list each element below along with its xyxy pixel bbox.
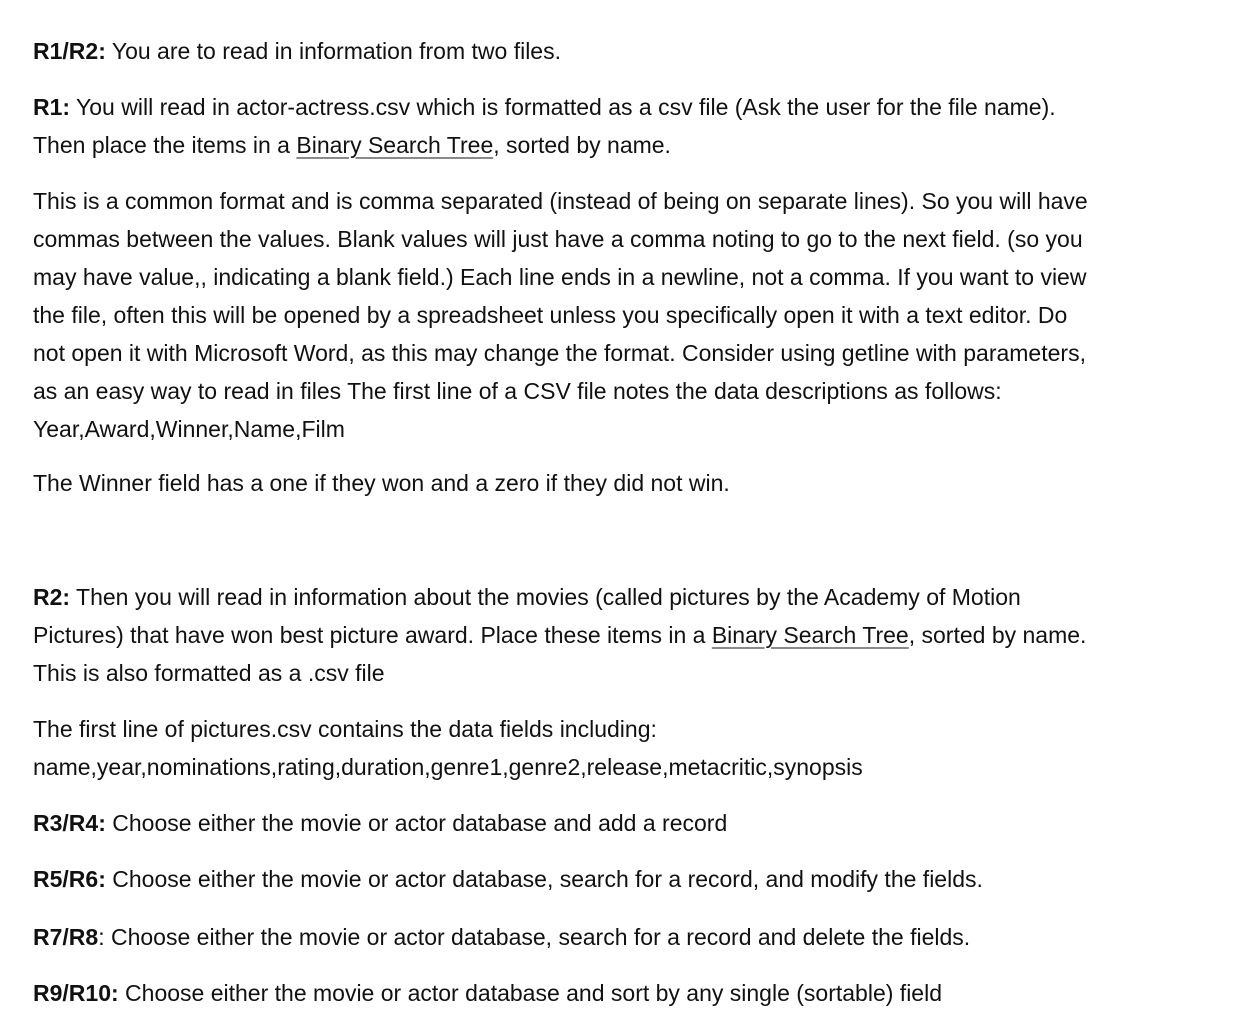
requirement-r5-r6 (33, 860, 983, 898)
paragraph-line: This is a common format and is comma separated (instead of being on separate lines). So you will have (33, 188, 1088, 214)
requirement-text: Choose either the movie or actor database and add a record (105, 810, 728, 836)
requirement-r7-r8 (33, 918, 970, 956)
requirement-label: R9/R10: (33, 980, 119, 1006)
requirement-label: R7/R8 (33, 924, 99, 950)
binary-search-tree-term: Binary Search Tree (711, 622, 909, 648)
paragraph-line: The first line of pictures.csv contains the data fields including: (33, 716, 657, 742)
requirement-r1-line-2 (33, 126, 1056, 164)
requirement-r2-line-3: This is also formatted as a .csv file (33, 660, 385, 686)
requirement-text: You are to read in information from two files. (105, 38, 561, 64)
requirement-text: : Choose either the movie or actor database, search for a record and delete the fields. (98, 924, 971, 950)
requirement-text: Then you will read in information about the movies (called pictures by the Academy of Motion (70, 584, 1021, 610)
binary-search-tree-term: Binary Search Tree (296, 132, 494, 158)
requirement-r1 (33, 88, 1056, 164)
requirement-label: R5/R6: (33, 866, 106, 892)
requirement-text: , sorted by name. (908, 622, 1087, 648)
paragraph-line: the file, often this will be opened by a spreadsheet unless you specifically open it with a text editor. Do (33, 302, 1068, 328)
requirement-r9-r10 (33, 974, 942, 1012)
csv-format-paragraph (33, 182, 1088, 448)
winner-field-note: The Winner field has a one if they won and a zero if they did not win. (33, 470, 730, 496)
requirement-r1-line-1 (33, 88, 1056, 126)
requirement-label: R1/R2: (33, 38, 106, 64)
paragraph-line: not open it with Microsoft Word, as this may change the format. Consider using getline with parameters, (33, 340, 1086, 366)
csv-header-fields: Year,Award,Winner,Name,Film (33, 416, 345, 442)
requirement-r1-r2-intro (33, 32, 561, 70)
requirement-r2-line-1 (33, 578, 1086, 616)
requirement-r2-line-2 (33, 616, 1086, 654)
requirement-label: R1: (33, 94, 71, 120)
requirement-text: Choose either the movie or actor database, search for a record, and modify the fields. (105, 866, 983, 892)
requirement-label: R2: (33, 584, 71, 610)
requirement-label: R3/R4: (33, 810, 106, 836)
paragraph-line: commas between the values. Blank values will just have a comma noting to go to the next field. (so you (33, 226, 1083, 252)
requirement-text: Pictures) that have won best picture award. Place these items in a (33, 622, 712, 648)
paragraph-line: may have value,, indicating a blank field.) Each line ends in a newline, not a comma. If you want to view (33, 264, 1087, 290)
pictures-fields-paragraph (33, 710, 863, 786)
pictures-header-fields: name,year,nominations,rating,duration,genre1,genre2,release,metacritic,synopsis (33, 754, 863, 780)
requirement-text: Choose either the movie or actor database and sort by any single (sortable) field (118, 980, 942, 1006)
requirement-text: You will read in actor-actress.csv which is formatted as a csv file (Ask the user for the file name). (70, 94, 1056, 120)
requirement-text: Then place the items in a (33, 132, 297, 158)
paragraph-line: as an easy way to read in files The first line of a CSV file notes the data descriptions as follows: (33, 378, 1002, 404)
requirement-r2 (33, 578, 1086, 692)
requirement-text: , sorted by name. (493, 132, 671, 158)
requirement-r3-r4 (33, 804, 727, 842)
